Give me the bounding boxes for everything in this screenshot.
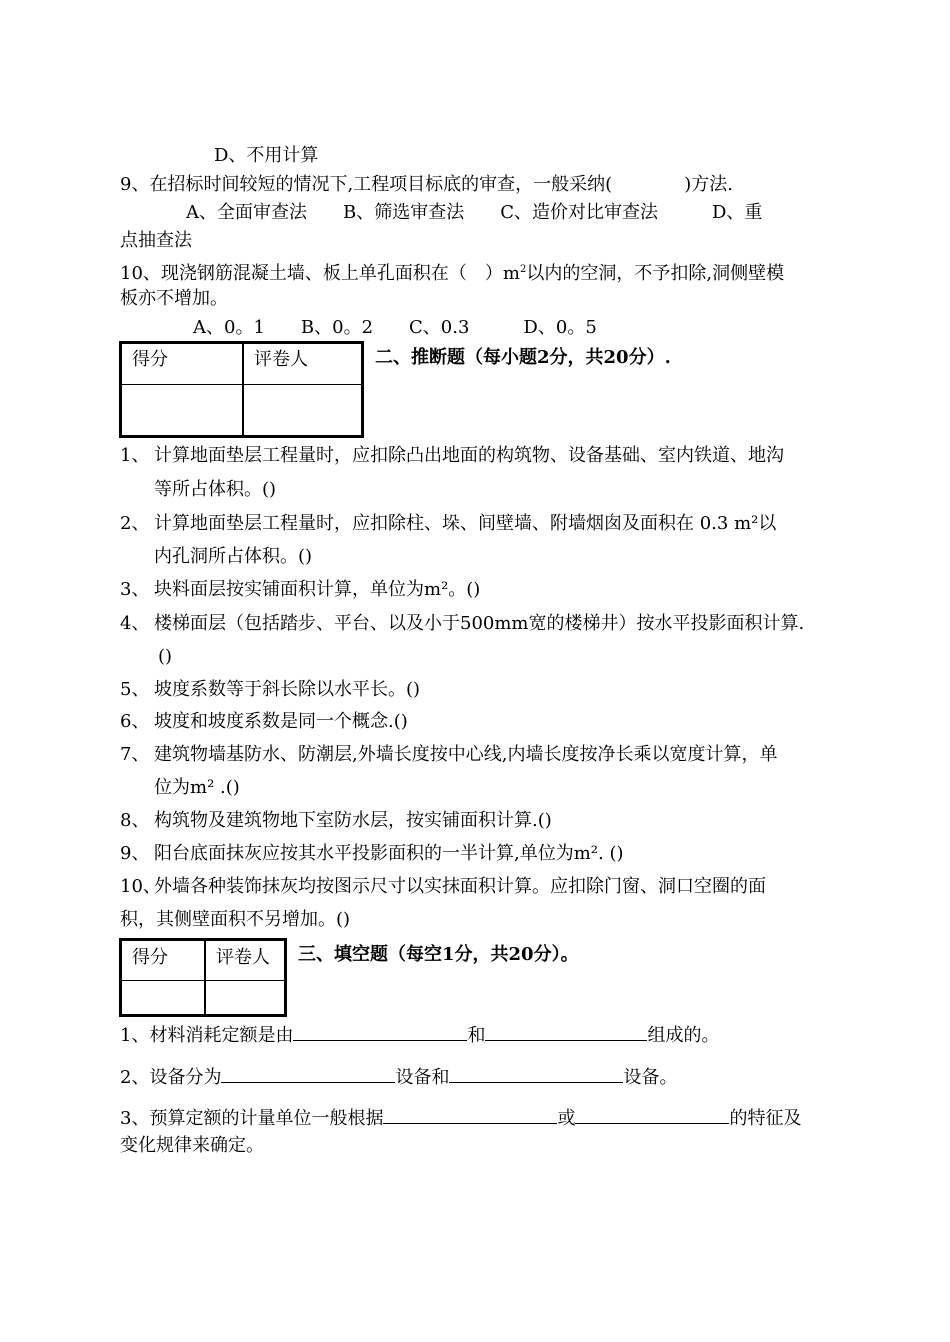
judge-cont-7: 位为m² .() [154, 777, 240, 798]
section-2-title: 二、推断题（每小题2分，共20分）. [375, 347, 671, 368]
judge-cont-10: 积，其侧壁面积不另增加。() [120, 909, 351, 930]
score-table-2 [119, 938, 287, 1017]
section-3-title: 三、填空题（每空1分，共20分）。 [298, 944, 579, 965]
judge-num-4: 4、 [120, 613, 150, 634]
score-label: 得分 [132, 349, 168, 370]
judge-text-5: 坡度系数等于斜长除以水平长。() [154, 679, 421, 700]
judge-num-8: 8、 [120, 810, 150, 831]
judge-num-1: 1、 [120, 445, 150, 466]
score-table-1 [119, 341, 364, 438]
judge-num-5: 5、 [120, 679, 150, 700]
answer-blank[interactable] [485, 1022, 647, 1041]
judge-text-4: 楼梯面层（包括踏步、平台、以及小于500mm宽的楼梯井）按水平投影面积计算. [154, 613, 805, 634]
question-10: 10、现浇钢筋混凝土墙、板上单孔面积在（ ）$m^2$以内的空洞，不予扣除,洞侧壁模 [120, 263, 785, 284]
fill-question-2: 2、设备分为 设备和 设备。 [120, 1064, 677, 1088]
judge-cont-1: 等所占体积。() [154, 479, 277, 500]
judge-text-9: 阳台底面抹灰应按其水平投影面积的一半计算,单位为m². () [154, 843, 624, 864]
score-label: 得分 [132, 947, 168, 968]
grader-label: 评卷人 [216, 947, 270, 968]
judge-text-3: 块料面层按实铺面积计算，单位为m²。() [154, 579, 481, 600]
judge-text-6: 坡度和坡度系数是同一个概念.() [154, 711, 408, 732]
answer-blank[interactable] [383, 1105, 557, 1124]
fill-question-1: 1、材料消耗定额是由 和 组成的。 [120, 1022, 719, 1046]
judge-text-7: 建筑物墙基防水、防潮层,外墙长度按中心线,内墙长度按净长乘以宽度计算，单 [154, 744, 778, 765]
judge-num-9: 9、 [120, 843, 150, 864]
judge-num-2: 2、 [120, 513, 150, 534]
question-9: 9、在招标时间较短的情况下,工程项目标底的审查，一般采纳( )方法. [120, 174, 733, 195]
judge-text-2: 计算地面垫层工程量时，应扣除柱、垛、间壁墙、附墙烟囱及面积在 0.3 m²以 [154, 513, 777, 534]
answer-blank[interactable] [221, 1064, 395, 1083]
judge-text-1: 计算地面垫层工程量时，应扣除凸出地面的构筑物、设备基础、室内铁道、地沟 [154, 445, 784, 466]
fill-question-3-cont: 变化规律来确定。 [120, 1135, 264, 1156]
judge-num-10: 10、 [120, 876, 161, 897]
question-10-cont: 板亦不增加。 [120, 288, 228, 309]
question-10-options: A、0。1 B、0。2 C、0.3 D、0。5 [193, 317, 597, 338]
judge-text-10: 外墙各种装饰抹灰均按图示尺寸以实抹面积计算。应扣除门窗、洞口空圈的面 [154, 876, 766, 897]
answer-blank[interactable] [293, 1022, 467, 1041]
answer-blank[interactable] [449, 1064, 623, 1083]
judge-num-3: 3、 [120, 579, 150, 600]
answer-blank[interactable] [575, 1105, 729, 1124]
judge-num-7: 7、 [120, 744, 150, 765]
option-d-line: D、不用计算 [214, 145, 319, 166]
judge-cont-2: 内孔洞所占体积。() [154, 546, 313, 567]
question-9-options: A、全面审查法 B、筛选审查法 C、造价对比审查法 D、重 [186, 202, 763, 223]
question-9-options-cont: 点抽查法 [120, 230, 192, 251]
judge-cont-4: () [158, 646, 173, 667]
judge-num-6: 6、 [120, 711, 150, 732]
fill-question-3: 3、预算定额的计量单位一般根据 或 的特征及 [120, 1105, 801, 1129]
judge-text-8: 构筑物及建筑物地下室防水层，按实铺面积计算.() [154, 810, 552, 831]
grader-label: 评卷人 [254, 349, 308, 370]
